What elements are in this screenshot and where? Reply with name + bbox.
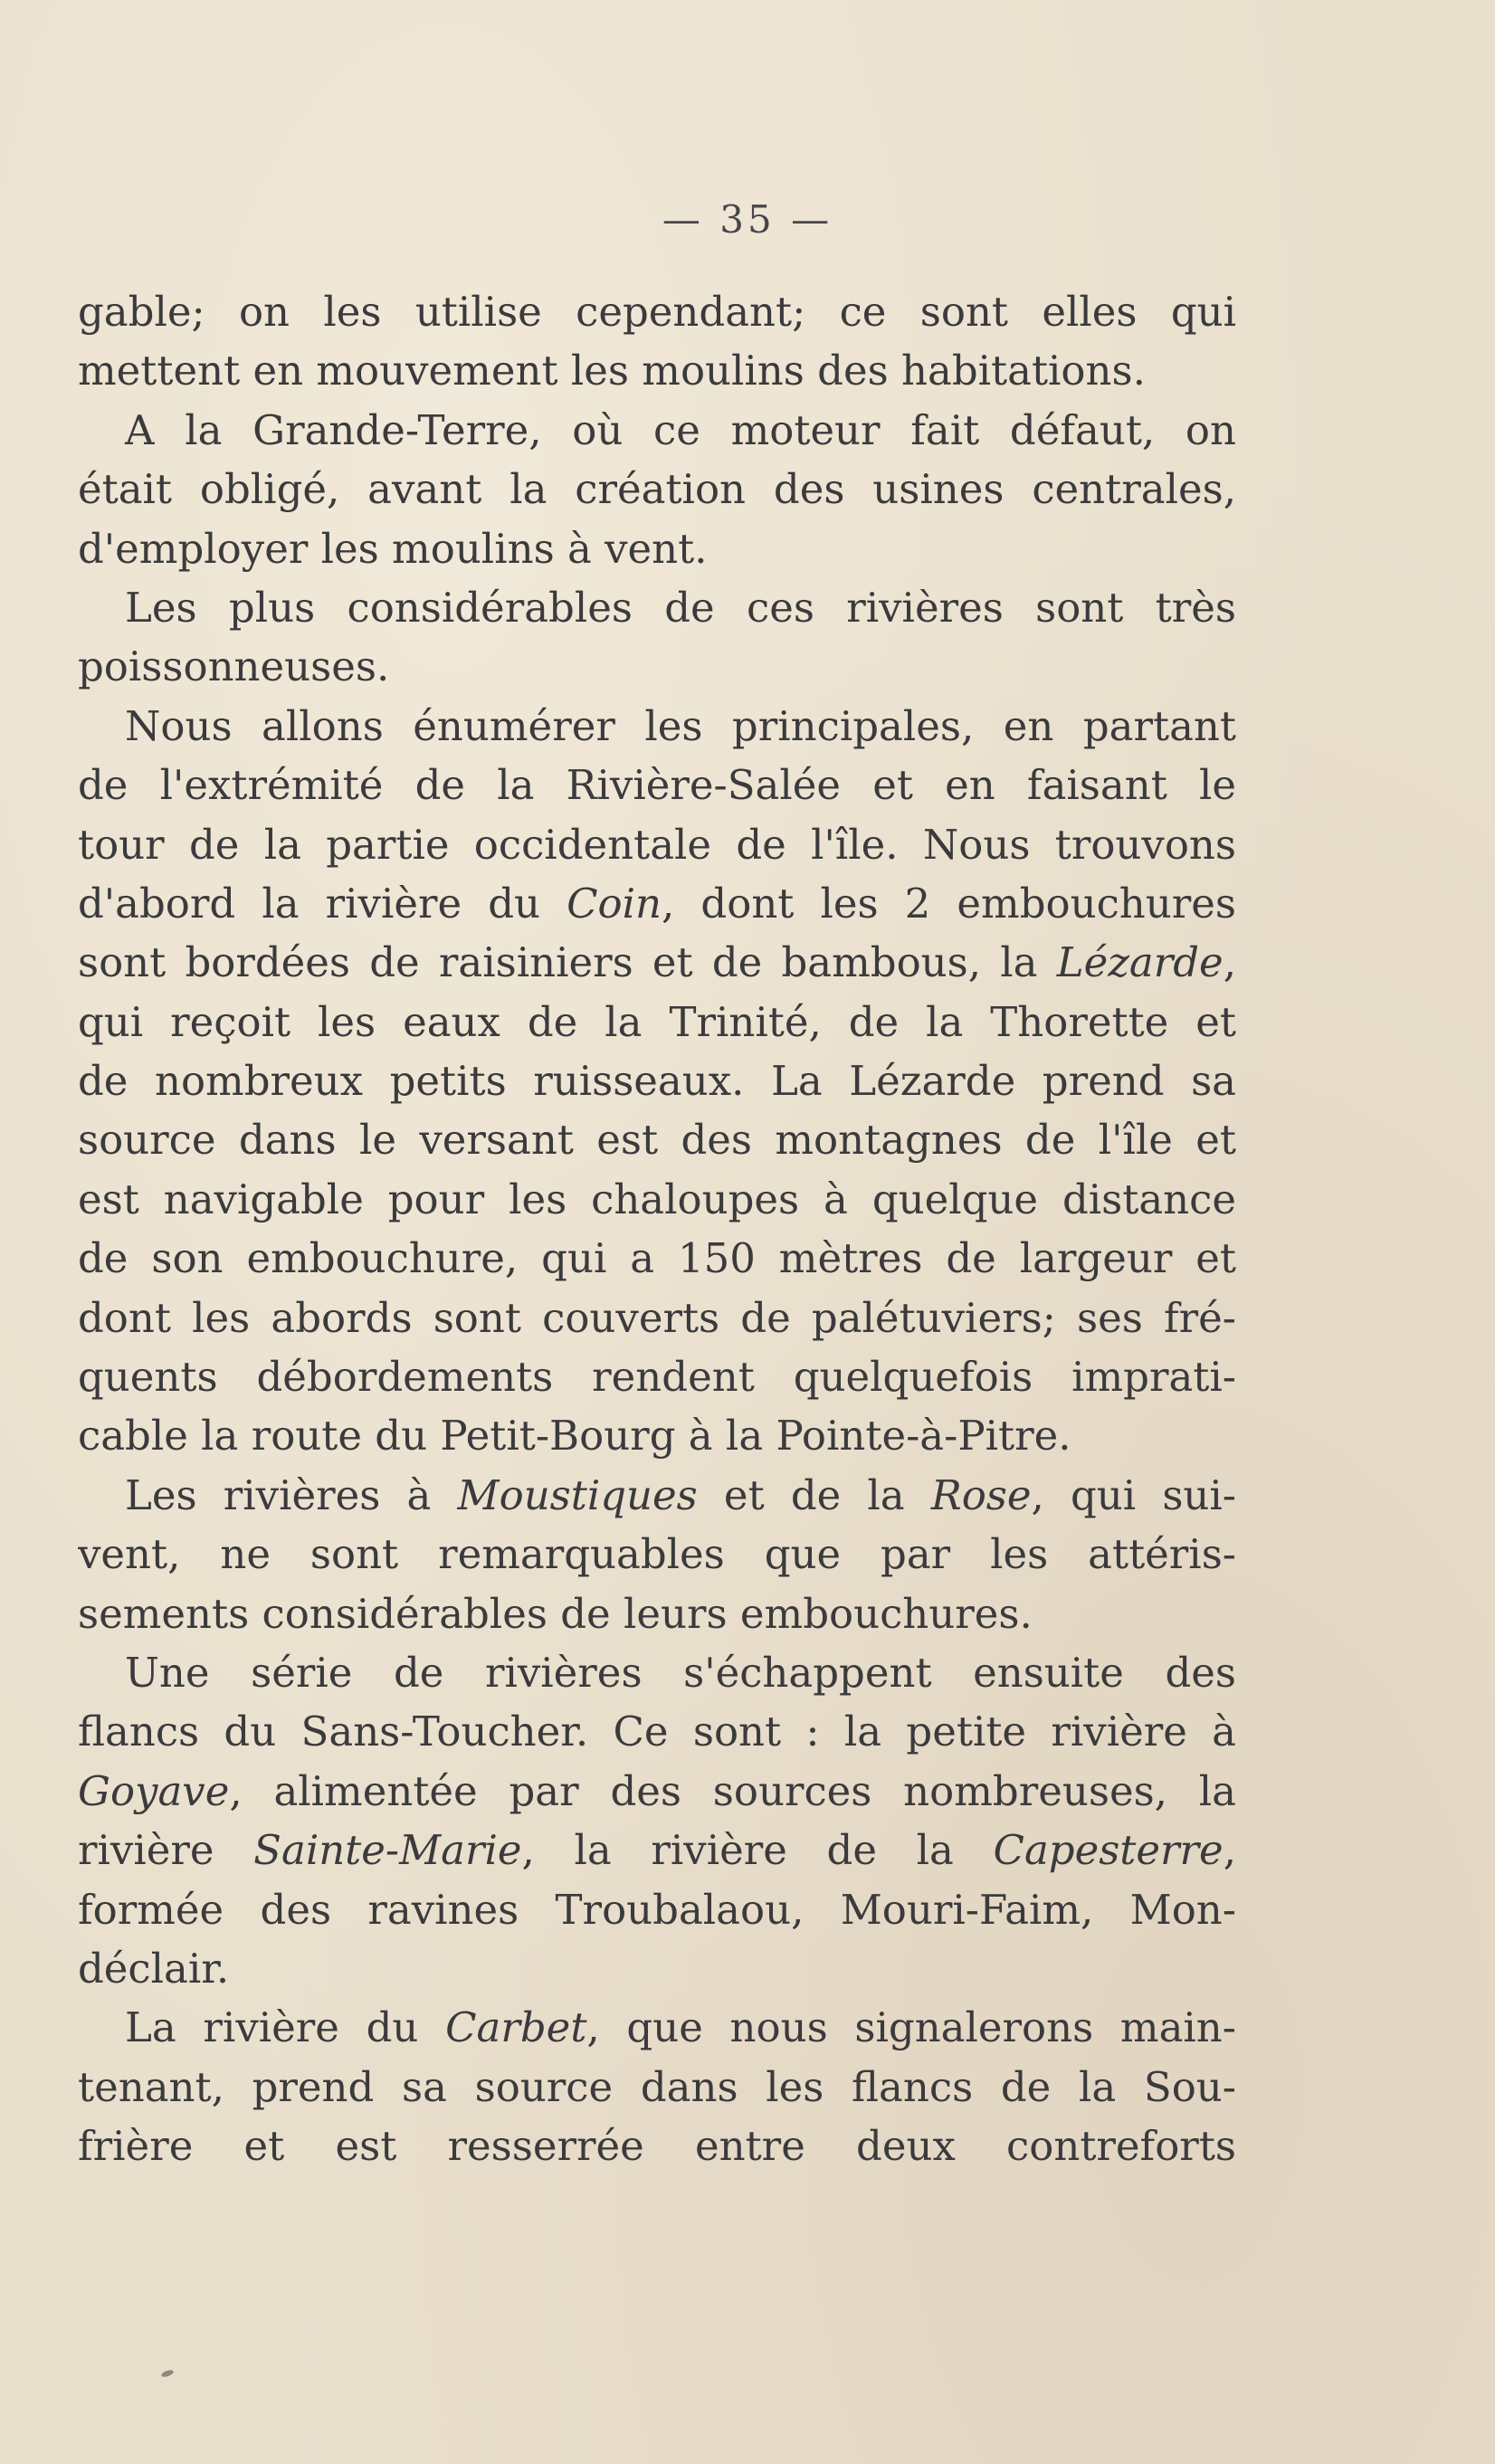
text-segment: sont bordées de raisiniers et de bambous, la: [78, 938, 1057, 987]
text-line: [78, 2117, 1236, 2175]
text-line: [78, 1051, 1236, 1110]
text-segment: source dans le versant est des montagnes de l'île et: [78, 1116, 1236, 1165]
text-segment: frière et est resserrée entre deux contreforts: [78, 2122, 1236, 2171]
text-segment: Nous allons énumérer les principales, en partant: [125, 701, 1236, 750]
text-segment: de son embouchure, qui a 150 mètres de largeur et: [78, 1234, 1236, 1283]
text-segment: sements considérables de leurs embouchures.: [78, 1589, 1033, 1638]
text-segment: mettent en mouvement les moulins des habitations.: [78, 347, 1146, 395]
text-line: [78, 1466, 1236, 1525]
text-segment: qui reçoit les eaux de la Trinité, de la Thorette et: [78, 997, 1236, 1046]
text-line: [78, 993, 1236, 1051]
italic-term: Goyave: [78, 1766, 230, 1815]
text-segment: La rivière du: [125, 2003, 446, 2052]
text-segment: et de la: [697, 1470, 931, 1519]
text-line: [78, 1762, 1236, 1821]
body-text: [78, 282, 1236, 2176]
text-segment: vent, ne sont remarquables que par les attéris-: [78, 1530, 1236, 1579]
text-segment: gable; on les utilise cependant; ce sont elles qui: [78, 288, 1236, 336]
text-segment: poissonneuses.: [78, 642, 390, 691]
text-line: [78, 1289, 1236, 1347]
text-segment: , la rivière de la: [521, 1826, 994, 1875]
italic-term: Lézarde: [1056, 938, 1224, 987]
text-segment: , alimentée par des sources nombreuses, la: [229, 1766, 1236, 1815]
text-line: [78, 1406, 1236, 1465]
text-line: [78, 756, 1236, 814]
text-segment: , dont les 2 embouchures: [662, 879, 1236, 928]
text-line: [78, 815, 1236, 874]
text-segment: , que nous signalerons main-: [586, 2003, 1236, 2052]
italic-term: Rose: [930, 1470, 1032, 1519]
text-segment: d'abord la rivière du: [78, 879, 567, 928]
italic-term: Capesterre: [993, 1826, 1224, 1875]
text-line: [78, 1584, 1236, 1643]
page-number: — 35 —: [662, 197, 833, 242]
text-segment: dont les abords sont couverts de palétuviers; ses fré-: [78, 1293, 1236, 1342]
text-segment: ,: [1223, 1826, 1236, 1875]
text-line: [78, 1702, 1236, 1761]
text-segment: de nombreux petits ruisseaux. La Lézarde prend sa: [78, 1057, 1236, 1106]
text-line: [78, 282, 1236, 341]
text-line: [78, 401, 1236, 460]
text-segment: tenant, prend sa source dans les flancs de la Sou-: [78, 2062, 1236, 2111]
text-segment: cable la route du Petit-Bourg à la Pointe-à-Pitre.: [78, 1412, 1071, 1460]
text-segment: , qui sui-: [1031, 1470, 1236, 1519]
text-segment: rivière: [78, 1826, 254, 1875]
text-line: [78, 1347, 1236, 1406]
italic-term: Carbet: [445, 2003, 587, 2052]
text-segment: est navigable pour les chaloupes à quelque distance: [78, 1175, 1236, 1223]
text-line: [78, 933, 1236, 992]
text-segment: Une série de rivières s'échappent ensuite des: [125, 1648, 1236, 1697]
text-segment: était obligé, avant la création des usines centrales,: [78, 465, 1236, 514]
text-segment: de l'extrémité de la Rivière-Salée et en faisant le: [78, 761, 1236, 810]
text-segment: d'employer les moulins à vent.: [78, 524, 708, 573]
text-line: [78, 2058, 1236, 2117]
text-line: [78, 1998, 1236, 2057]
text-line: [78, 874, 1236, 933]
text-line: [78, 1821, 1236, 1879]
text-segment: flancs du Sans-Toucher. Ce sont : la petite rivière à: [78, 1708, 1236, 1756]
text-segment: déclair.: [78, 1944, 230, 1993]
text-line: [78, 341, 1236, 400]
paper-speck: [160, 2369, 174, 2378]
text-line: [78, 637, 1236, 696]
text-line: [78, 1880, 1236, 1939]
italic-term: Sainte-Marie: [253, 1826, 522, 1875]
italic-term: Moustiques: [457, 1470, 698, 1519]
italic-term: Coin: [567, 879, 662, 928]
text-segment: Les rivières à: [125, 1470, 458, 1519]
text-segment: quents débordements rendent quelquefois imprati-: [78, 1353, 1236, 1402]
text-line: [78, 460, 1236, 518]
text-segment: ,: [1223, 938, 1236, 987]
text-line: [78, 1229, 1236, 1288]
text-segment: formée des ravines Troubalaou, Mouri-Faim, Mon-: [78, 1885, 1236, 1934]
text-segment: A la Grande-Terre, où ce moteur fait défaut, on: [125, 405, 1236, 454]
text-line: [78, 578, 1236, 637]
text-line: [78, 1643, 1236, 1702]
text-line: [78, 519, 1236, 578]
text-line: [78, 1110, 1236, 1169]
text-line: [78, 1170, 1236, 1229]
text-segment: tour de la partie occidentale de l'île. Nous trouvons: [78, 820, 1236, 869]
text-line: [78, 1939, 1236, 1998]
text-segment: Les plus considérables de ces rivières sont très: [125, 583, 1236, 632]
text-line: [78, 1525, 1236, 1584]
text-line: [78, 697, 1236, 756]
